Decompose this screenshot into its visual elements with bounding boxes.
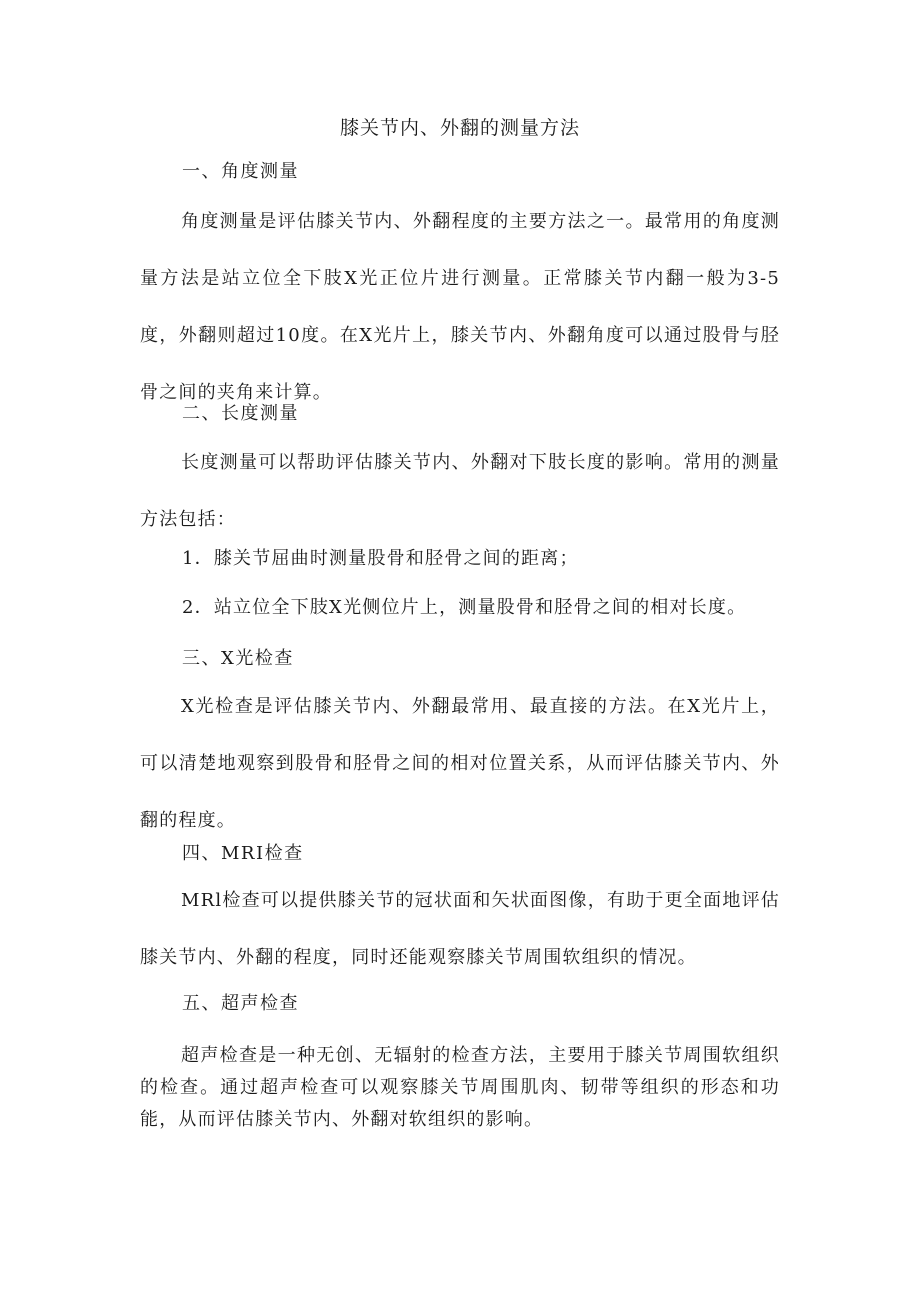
section-heading-length: 二、长度测量: [182, 403, 299, 424]
section-body-length: 长度测量可以帮助评估膝关节内、外翻对下肢长度的影响。常用的测量方法包括：: [140, 452, 780, 530]
list-item: 2．站立位全下肢X光侧位片上，测量股骨和胫骨之间的相对长度。: [182, 597, 747, 618]
document-title: 膝关节内、外翻的测量方法: [339, 117, 580, 139]
section-body-mri: MRl检查可以提供膝关节的冠状面和矢状面图像，有助于更全面地评估膝关节内、外翻的程度，同时还能观察膝关节周围软组织的情况。: [140, 890, 780, 968]
section-heading-mri: 四、MRI检查: [182, 843, 304, 864]
section-heading-angle: 一、角度测量: [182, 161, 299, 182]
list-item: 1．膝关节屈曲时测量股骨和胫骨之间的距离；: [182, 548, 579, 569]
section-heading-xray: 三、X光检查: [182, 648, 294, 669]
section-body-angle: 角度测量是评估膝关节内、外翻程度的主要方法之一。最常用的角度测量方法是站立位全下肢X光正位片进行测量。正常膝关节内翻一般为3-5度，外翻则超过10度。在X光片上，膝关节内、外翻角度可以通过股骨与胫骨之间的夹角来计算。: [140, 211, 780, 403]
section-body-xray: X光检查是评估膝关节内、外翻最常用、最直接的方法。在X光片上，可以清楚地观察到股骨和胫骨之间的相对位置关系，从而评估膝关节内、外翻的程度。: [140, 696, 780, 831]
section-heading-ultrasound: 五、超声检查: [182, 993, 299, 1014]
section-body-ultrasound: 超声检查是一种无创、无辐射的检查方法，主要用于膝关节周围软组织的检查。通过超声检查可以观察膝关节周围肌肉、韧带等组织的形态和功能，从而评估膝关节内、外翻对软组织的影响。: [140, 1045, 780, 1130]
